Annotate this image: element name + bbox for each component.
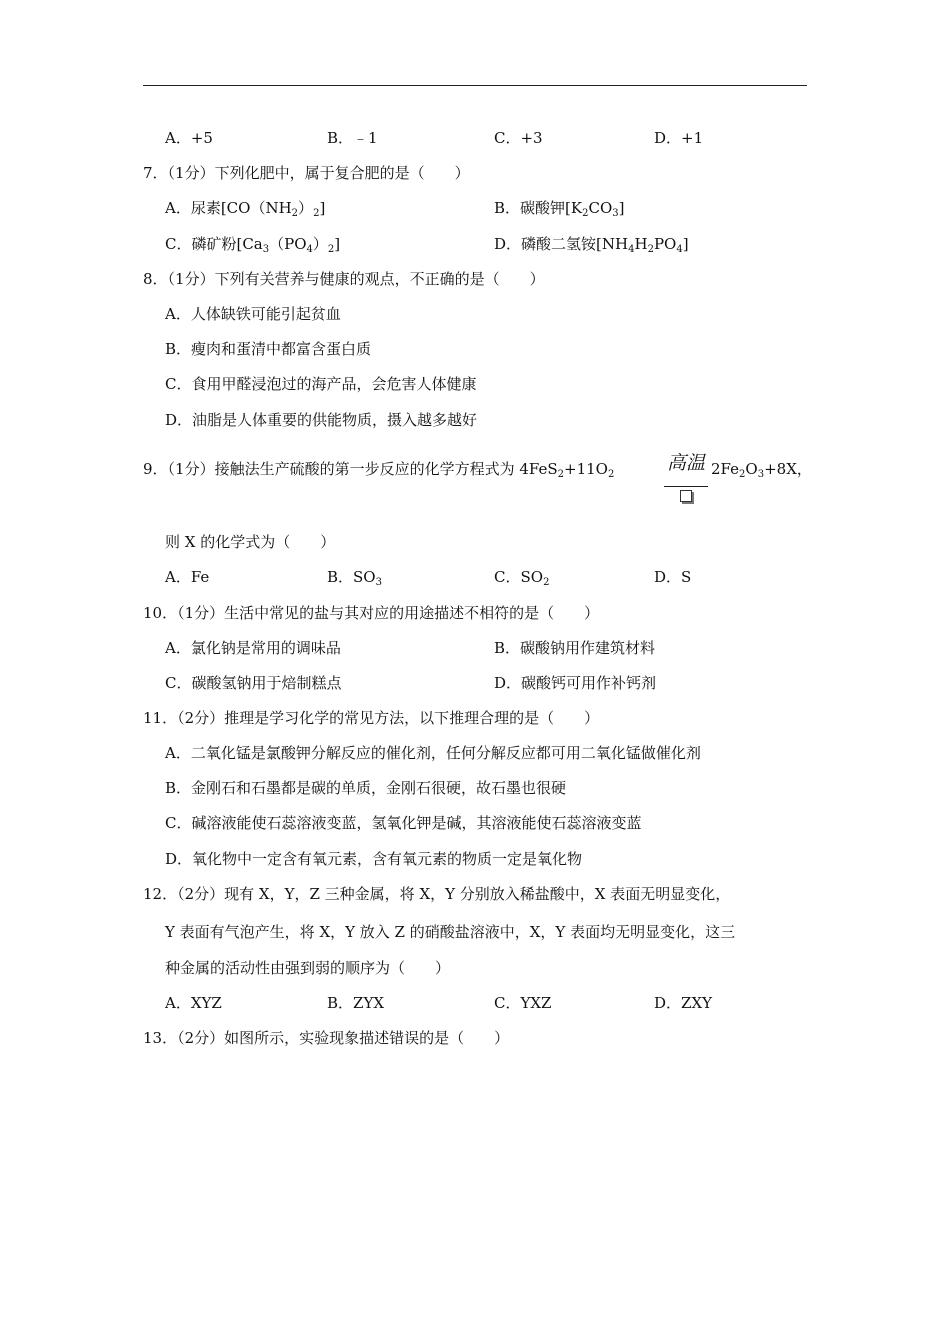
q7-option-c: C．磷矿粉$[Ca_3(PO_4)_2]$ bbox=[165, 235, 341, 255]
q11-option-d: D．氧化物中一定含有氧元素，含有氧元素的物质一定是氧化物 bbox=[165, 850, 583, 868]
q12-stem-line1: 12．（2分）现有 X，Y，Z 三种金属，将 X，Y 分别放入稀盐酸中，X 表面无明显变化， bbox=[143, 885, 731, 903]
q10-option-d: D．碳酸钙可用作补钙剂 bbox=[494, 674, 657, 692]
reaction-condition: 高温 bbox=[667, 452, 706, 474]
q11-option-c: C．碱溶液能使石蕊溶液变蓝，氢氧化钾是碱，其溶液能使石蕊溶液变蓝 bbox=[165, 814, 642, 832]
q6-option-a: A．+5 bbox=[165, 129, 213, 147]
q9-option-d: D．S bbox=[654, 568, 692, 586]
q11-option-b: B．金刚石和石墨都是碳的单质，金刚石很硬，故石墨也很硬 bbox=[165, 779, 567, 797]
q9-products: $2Fe_2O_3+8X$， bbox=[711, 460, 812, 480]
q11-stem: 11．（2分）推理是学习化学的常见方法，以下推理合理的是（ ） bbox=[143, 709, 600, 727]
q7-stem: 7．（1分）下列化肥中，属于复合肥的是（ ） bbox=[143, 164, 470, 182]
q8-option-c: C．食用甲醛浸泡过的海产品，会危害人体健康 bbox=[165, 375, 477, 393]
q9-option-b: B．$SO_3$ bbox=[327, 568, 382, 588]
q9-stem: 9．（1分）接触法生产硫酸的第一步反应的化学方程式为 $4FeS_2+11O_2$ bbox=[143, 460, 615, 480]
placeholder-box-icon bbox=[680, 490, 692, 502]
q7-option-a: A．尿素$[CO(NH_2)_2]$ bbox=[165, 199, 326, 219]
q7-option-d: D．磷酸二氢铵$[NH_4H_2PO_4]$ bbox=[494, 235, 689, 255]
q6-option-b: B．﹣1 bbox=[327, 129, 378, 147]
q12-option-a: A．XYZ bbox=[165, 994, 222, 1012]
q12-stem-line2: Y 表面有气泡产生，将 X，Y 放入 Z 的硝酸盐溶液中，X，Y 表面均无明显变化，这三 bbox=[165, 923, 736, 941]
q9-option-c: C．$SO_2$ bbox=[494, 568, 550, 588]
q7-option-b: B．碳酸钾$[K_2CO_3]$ bbox=[494, 199, 625, 219]
q6-option-d: D．+1 bbox=[654, 129, 704, 147]
q11-option-a: A．二氧化锰是氯酸钾分解反应的催化剂，任何分解反应都可用二氧化锰做催化剂 bbox=[165, 744, 701, 762]
q12-option-b: B．ZYX bbox=[327, 994, 385, 1012]
q8-option-d: D．油脂是人体重要的供能物质，摄入越多越好 bbox=[165, 411, 478, 429]
q6-option-c: C．+3 bbox=[494, 129, 543, 147]
q12-option-c: C．YXZ bbox=[494, 994, 552, 1012]
reaction-arrow-line bbox=[664, 486, 708, 487]
header-rule bbox=[143, 85, 807, 86]
q13-stem: 13．（2分）如图所示，实验现象描述错误的是（ ） bbox=[143, 1029, 510, 1047]
q8-stem: 8．（1分）下列有关营养与健康的观点，不正确的是（ ） bbox=[143, 270, 545, 288]
q12-stem-line3: 种金属的活动性由强到弱的顺序为（ ） bbox=[165, 959, 451, 977]
q9-option-a: A．Fe bbox=[165, 568, 210, 586]
q10-stem: 10．（1分）生活中常见的盐与其对应的用途描述不相符的是（ ） bbox=[143, 604, 600, 622]
q8-option-a: A．人体缺铁可能引起贫血 bbox=[165, 305, 341, 323]
q10-option-a: A．氯化钠是常用的调味品 bbox=[165, 639, 341, 657]
q10-option-b: B．碳酸钠用作建筑材料 bbox=[494, 639, 656, 657]
q8-option-b: B．瘦肉和蛋清中都富含蛋白质 bbox=[165, 340, 372, 358]
q9-stem-continued: 则 X 的化学式为（ ） bbox=[165, 533, 336, 551]
q10-option-c: C．碳酸氢钠用于焙制糕点 bbox=[165, 674, 342, 692]
q12-option-d: D．ZXY bbox=[654, 994, 713, 1012]
